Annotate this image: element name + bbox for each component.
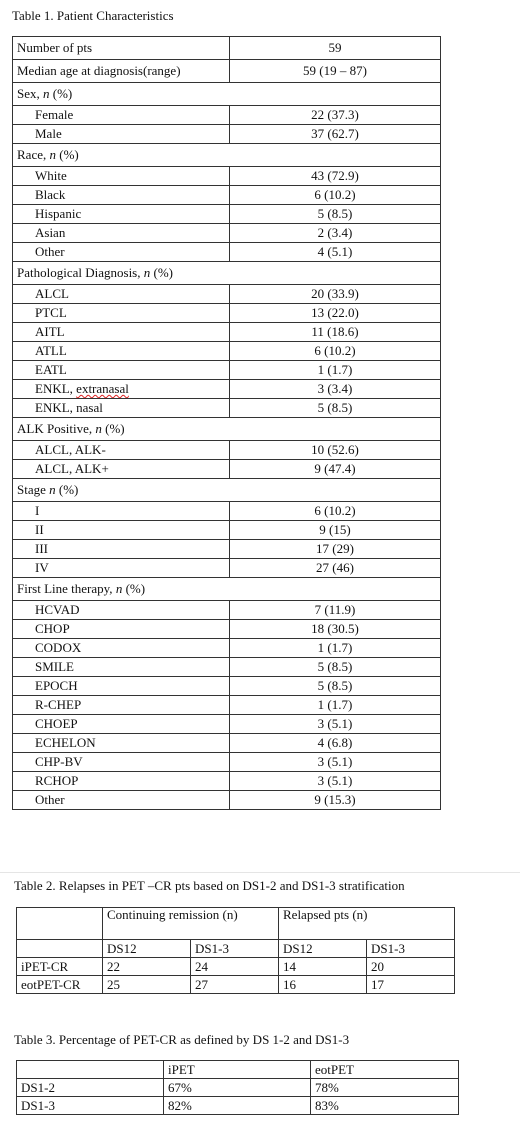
row-label: ALCL, ALK+ (13, 460, 230, 479)
table-row (13, 205, 441, 224)
table-row (13, 361, 441, 380)
table-row (13, 696, 441, 715)
table-row (13, 620, 441, 639)
divider (0, 872, 520, 873)
row-label: Female (13, 106, 230, 125)
section-row (13, 144, 441, 167)
cell-value: 6 (10.2) (230, 342, 441, 361)
table-row (13, 342, 441, 361)
row-label: CODOX (13, 639, 230, 658)
row-label: CHP-BV (13, 753, 230, 772)
row-label: eotPET-CR (17, 976, 103, 994)
table-row (13, 323, 441, 342)
section-row (13, 262, 441, 285)
table2-subheader: DS12 (103, 940, 191, 958)
row-label: III (13, 540, 230, 559)
row-label: Asian (13, 224, 230, 243)
cell-value: 78% (311, 1079, 459, 1097)
table2-header-empty (17, 908, 103, 940)
cell-value: 22 (103, 958, 191, 976)
cell-value: 3 (5.1) (230, 772, 441, 791)
row-label: iPET-CR (17, 958, 103, 976)
table-row (13, 502, 441, 521)
row-label: DS1-3 (17, 1097, 164, 1115)
cell-value: 3 (5.1) (230, 753, 441, 772)
row-label: Black (13, 186, 230, 205)
section-spacer (230, 479, 441, 502)
table-row (13, 167, 441, 186)
cell-value: 24 (191, 958, 279, 976)
section-spacer (230, 83, 441, 106)
cell-value: 83% (311, 1097, 459, 1115)
table-row (13, 639, 441, 658)
cell-value: 10 (52.6) (230, 441, 441, 460)
section-label: Sex, n (%) (13, 83, 230, 106)
table2-subheader-empty (17, 940, 103, 958)
cell-value: 1 (1.7) (230, 696, 441, 715)
pet-cr-percentage-table (16, 1060, 459, 1115)
section-spacer (230, 578, 441, 601)
cell-value: 59 (19 – 87) (230, 60, 441, 83)
section-label: Race, n (%) (13, 144, 230, 167)
table-row (13, 380, 441, 399)
cell-value: 20 (33.9) (230, 285, 441, 304)
cell-value: 9 (15) (230, 521, 441, 540)
table2-group-header: Continuing remission (n) (103, 908, 279, 940)
cell-value: 1 (1.7) (230, 361, 441, 380)
cell-value: 11 (18.6) (230, 323, 441, 342)
cell-value: 4 (6.8) (230, 734, 441, 753)
cell-value: 20 (367, 958, 455, 976)
relapses-table (16, 907, 455, 994)
cell-value: 5 (8.5) (230, 658, 441, 677)
cell-value: 14 (279, 958, 367, 976)
table-row (13, 658, 441, 677)
row-label: ATLL (13, 342, 230, 361)
table2-subheader: DS1-3 (191, 940, 279, 958)
cell-value: 22 (37.3) (230, 106, 441, 125)
table2-caption: Table 2. Relapses in PET –CR pts based on DS1-2 and DS1-3 stratification (14, 878, 405, 893)
row-label: Median age at diagnosis(range) (13, 60, 230, 83)
cell-value: 27 (46) (230, 559, 441, 578)
cell-value: 7 (11.9) (230, 601, 441, 620)
section-spacer (230, 418, 441, 441)
row-label: EPOCH (13, 677, 230, 696)
table2-group-header: Relapsed pts (n) (279, 908, 455, 940)
row-label: Male (13, 125, 230, 144)
row-label: ENKL, nasal (13, 399, 230, 418)
cell-value: 2 (3.4) (230, 224, 441, 243)
table-row (13, 677, 441, 696)
table3-header: iPET (164, 1061, 311, 1079)
table-row (13, 460, 441, 479)
table-row (13, 37, 441, 60)
row-label: I (13, 502, 230, 521)
row-label: ECHELON (13, 734, 230, 753)
cell-value: 6 (10.2) (230, 502, 441, 521)
table-row (13, 791, 441, 810)
row-label: Other (13, 791, 230, 810)
row-label: CHOP (13, 620, 230, 639)
row-label: AITL (13, 323, 230, 342)
row-label: EATL (13, 361, 230, 380)
table-row (13, 715, 441, 734)
section-spacer (230, 144, 441, 167)
table-row (17, 976, 455, 994)
table-row (13, 60, 441, 83)
cell-value: 13 (22.0) (230, 304, 441, 323)
row-label: ENKL, extranasal (13, 380, 230, 399)
row-label: HCVAD (13, 601, 230, 620)
cell-value: 3 (3.4) (230, 380, 441, 399)
cell-value: 82% (164, 1097, 311, 1115)
table-row (13, 243, 441, 262)
row-label: PTCL (13, 304, 230, 323)
table-row (13, 304, 441, 323)
row-label: IV (13, 559, 230, 578)
table-row (13, 186, 441, 205)
cell-value: 3 (5.1) (230, 715, 441, 734)
row-label: White (13, 167, 230, 186)
section-row (13, 578, 441, 601)
table2-subheader: DS12 (279, 940, 367, 958)
table-row (13, 399, 441, 418)
section-row (13, 418, 441, 441)
row-label: SMILE (13, 658, 230, 677)
table3-header: eotPET (311, 1061, 459, 1079)
table-row (13, 285, 441, 304)
row-label: DS1-2 (17, 1079, 164, 1097)
row-label: ALCL (13, 285, 230, 304)
cell-value: 37 (62.7) (230, 125, 441, 144)
cell-value: 4 (5.1) (230, 243, 441, 262)
cell-value: 9 (47.4) (230, 460, 441, 479)
row-label: ALCL, ALK- (13, 441, 230, 460)
cell-value: 67% (164, 1079, 311, 1097)
patient-characteristics-table (12, 36, 441, 810)
table-row (13, 734, 441, 753)
table-row (13, 601, 441, 620)
table-row (13, 772, 441, 791)
table-row (13, 540, 441, 559)
cell-value: 9 (15.3) (230, 791, 441, 810)
table-row (13, 521, 441, 540)
row-label: RCHOP (13, 772, 230, 791)
section-row (13, 479, 441, 502)
table-row (13, 106, 441, 125)
cell-value: 25 (103, 976, 191, 994)
cell-value: 17 (29) (230, 540, 441, 559)
table-row (17, 1097, 459, 1115)
section-label: First Line therapy, n (%) (13, 578, 230, 601)
row-label: Number of pts (13, 37, 230, 60)
section-row (13, 83, 441, 106)
table-row (17, 958, 455, 976)
table2-subheader: DS1-3 (367, 940, 455, 958)
row-label: Hispanic (13, 205, 230, 224)
table-row (17, 1079, 459, 1097)
table3-header-empty (17, 1061, 164, 1079)
cell-value: 27 (191, 976, 279, 994)
cell-value: 18 (30.5) (230, 620, 441, 639)
table-row (13, 559, 441, 578)
row-label: CHOEP (13, 715, 230, 734)
table-row (13, 224, 441, 243)
section-label: Pathological Diagnosis, n (%) (13, 262, 230, 285)
cell-value: 17 (367, 976, 455, 994)
row-label: Other (13, 243, 230, 262)
cell-value: 5 (8.5) (230, 399, 441, 418)
section-label: ALK Positive, n (%) (13, 418, 230, 441)
table3-caption: Table 3. Percentage of PET-CR as defined by DS 1-2 and DS1-3 (14, 1032, 350, 1047)
cell-value: 1 (1.7) (230, 639, 441, 658)
cell-value: 59 (230, 37, 441, 60)
cell-value: 16 (279, 976, 367, 994)
table-row (13, 753, 441, 772)
cell-value: 5 (8.5) (230, 677, 441, 696)
table-row (13, 125, 441, 144)
cell-value: 43 (72.9) (230, 167, 441, 186)
section-label: Stage n (%) (13, 479, 230, 502)
row-label: II (13, 521, 230, 540)
cell-value: 6 (10.2) (230, 186, 441, 205)
table-row (13, 441, 441, 460)
cell-value: 5 (8.5) (230, 205, 441, 224)
table1-caption: Table 1. Patient Characteristics (12, 8, 174, 23)
section-spacer (230, 262, 441, 285)
row-label: R-CHEP (13, 696, 230, 715)
